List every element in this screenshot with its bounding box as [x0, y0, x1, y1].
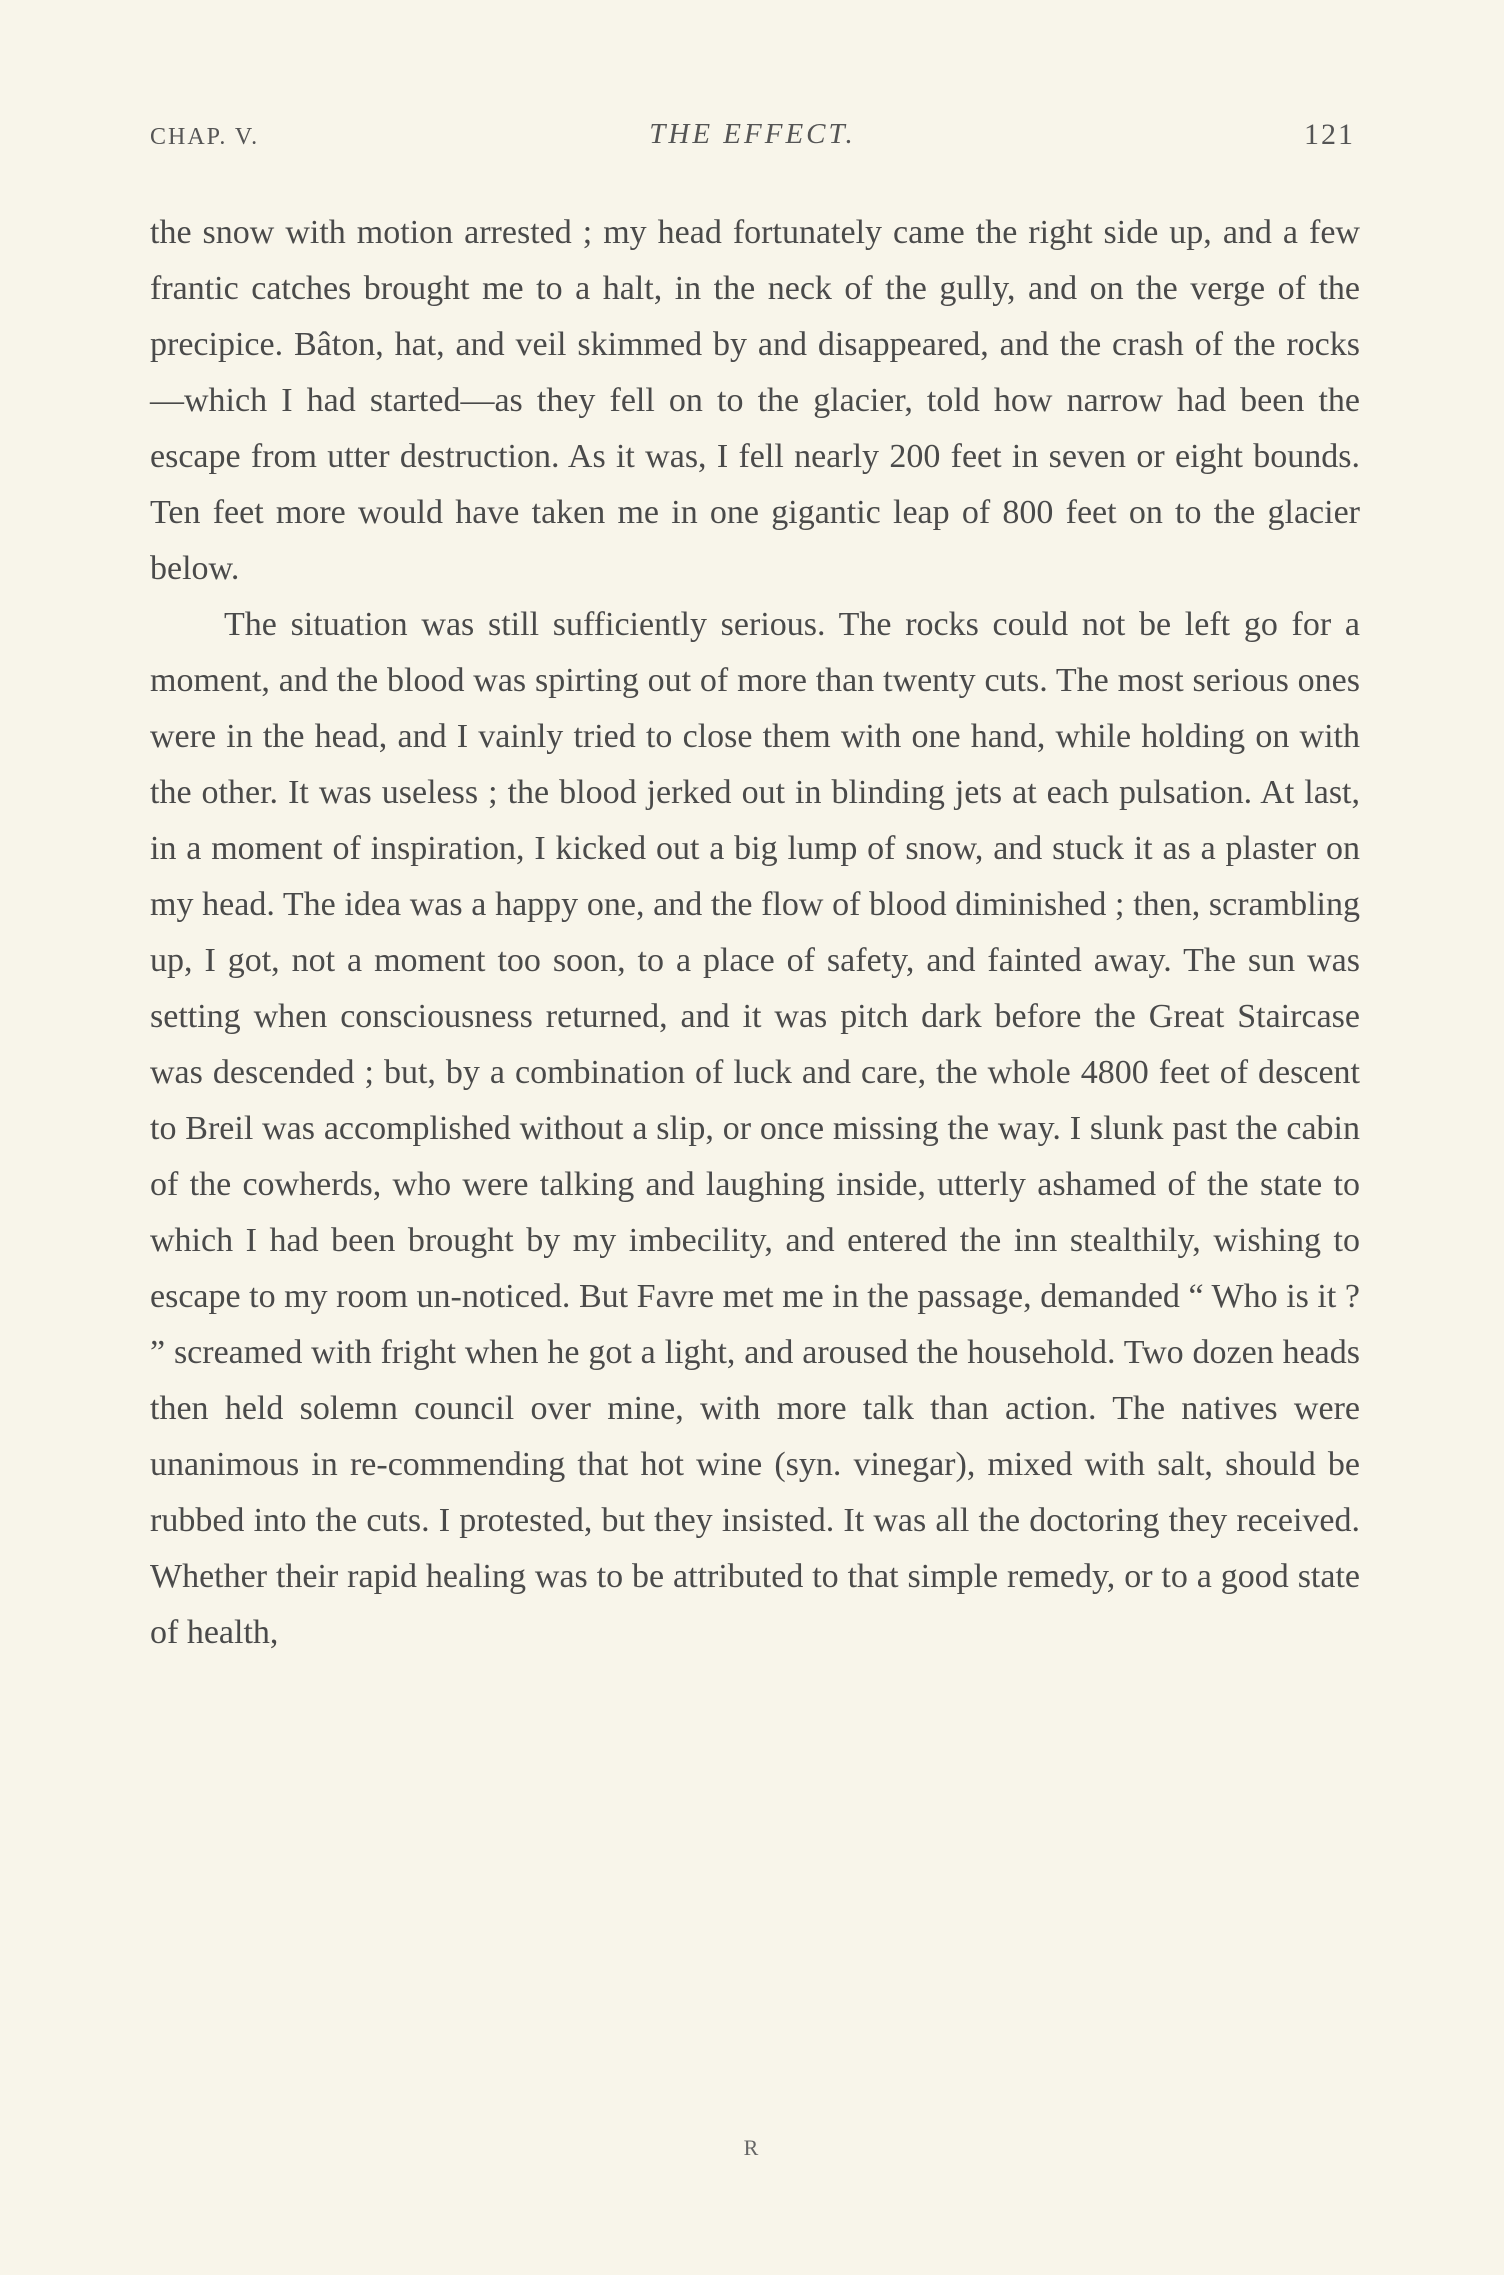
paragraph: the snow with motion arrested ; my head fortunately came the right side up, and a few frantic catches brought me to a halt, in the neck of the gully, and on the verge of the precipice. Bâton, hat, and veil skimmed by and disappeared, and the crash of the rocks—which I had started—as they fell on to the glacier, told how narrow had been the escape from utter destruction. As it was, I fell nearly 200 feet in seven or eight bounds. Ten feet more would have taken me in one gigantic leap of 800 feet on to the glacier below.	[150, 214, 1360, 587]
paragraph: The situation was still sufficiently serious. The rocks could not be left go for a moment, and the blood was spirting out of more than twenty cuts. The most serious ones were in the head, and I vainly tried to close them with one hand, while holding on with the other. It was useless ; the blood jerked out in blinding jets at each pulsation. At last, in a moment of inspiration, I kicked out a big lump of snow, and stuck it as a plaster on my head. The idea was a happy one, and the flow of blood diminished ; then, scrambling up, I got, not a moment too soon, to a place of safety, and fainted away. The sun was setting when consciousness returned, and it was pitch dark before the Great Staircase was descended ; but, by a combination of luck and care, the whole 4800 feet of descent to Breil was accomplished without a slip, or once missing the way. I slunk past the cabin of the cowherds, who were talking and laughing inside, utterly ashamed of the state to which I had been brought by my imbecility, and entered the inn stealthily, wishing to escape to my room un-noticed. But Favre met me in the passage, demanded “ Who is it ? ” screamed with fright when he got a light, and aroused the household. Two dozen heads then held solemn council over mine, with more talk than action. The natives were unanimous in re-commending that hot wine (syn. vinegar), mixed with salt, should be rubbed into the cuts. I protested, but they insisted. It was all the doctoring they received. Whether their rapid healing was to be attributed to that simple remedy, or to a good state of health,	[150, 606, 1360, 1651]
chapter-label: CHAP. V.	[150, 124, 260, 150]
page-number: 121	[1304, 118, 1355, 151]
body-text	[150, 205, 1360, 1661]
running-title: THE EFFECT.	[649, 118, 856, 150]
signature-mark: R	[743, 2135, 761, 2160]
running-header	[150, 118, 1355, 162]
